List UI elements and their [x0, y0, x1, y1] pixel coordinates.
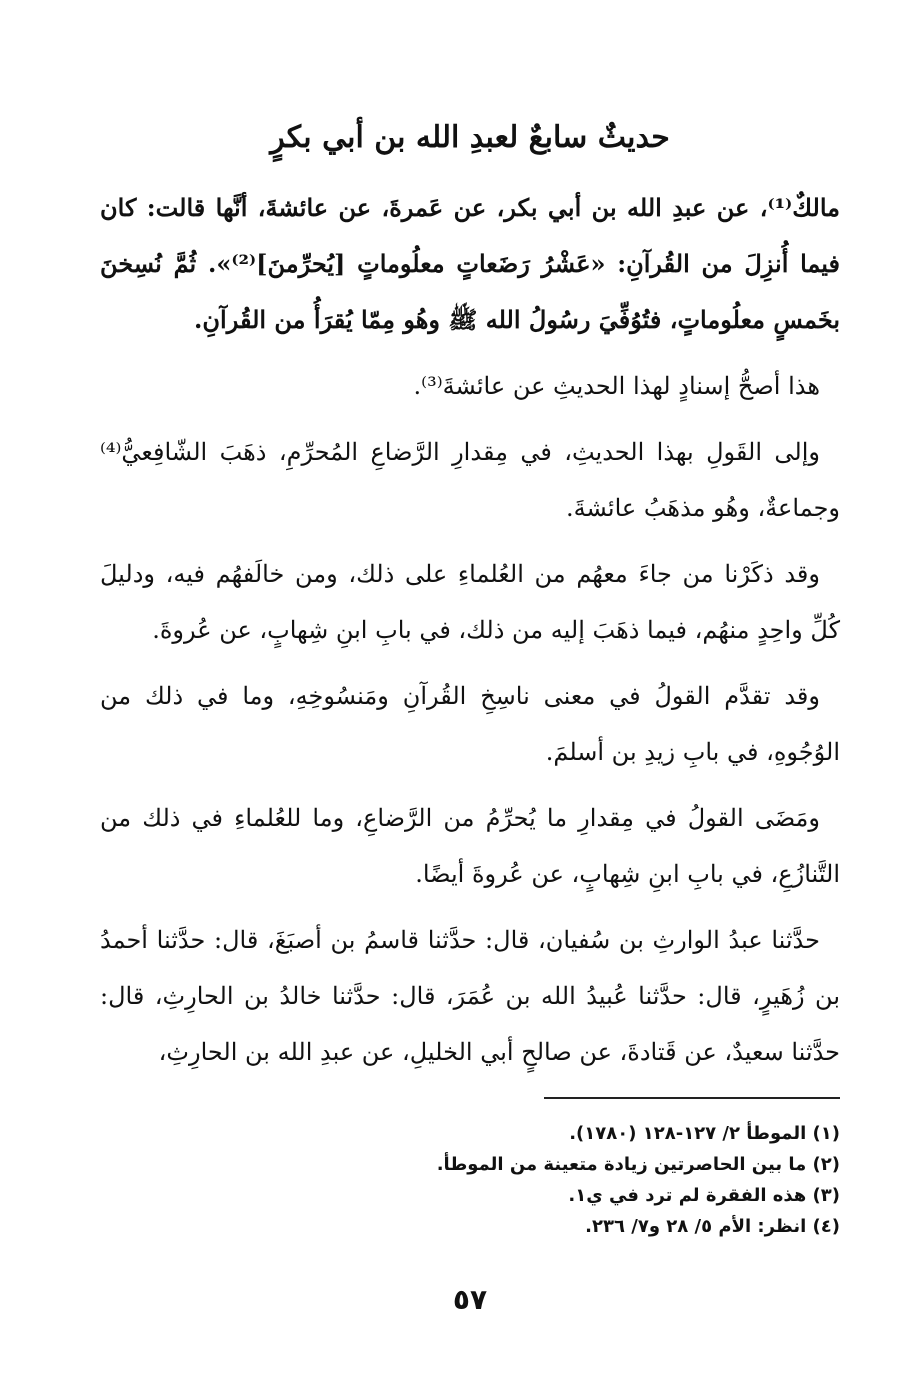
footnote-item: (١) الموطأ ٢/ ١٢٧-١٢٨ (١٧٨٠).: [569, 1123, 840, 1144]
paragraph-abrogation: وقد تقدَّم القولُ في معنى ناسِخِ القُرآنِ ومَنسُوخِهِ، وما في ذلك من الوُجُوهِ، في بابِ زيدِ بن أسلمَ.: [100, 682, 840, 766]
paragraph-nursing-amount: ومَضَى القولُ في مِقدارِ ما يُحرِّمُ من الرَّضاعِ، وما للعُلماءِ في ذلك من التَّنازُعِ، في بابِ ابنِ شِهابٍ، عن عُروةَ أيضًا.: [100, 804, 840, 888]
page-title: حديثٌ سابعٌ لعبدِ الله بن أبي بكرٍ: [270, 120, 670, 156]
footnote-item: (٣) هذه الفقرة لم ترد في ي١.: [568, 1185, 840, 1206]
paragraph-chain-of-narration: حدَّثنا عبدُ الوارثِ بن سُفيان، قال: حدَّثنا قاسمُ بن أصبَغَ، قال: حدَّثنا أحمدُ بن زُهَيرٍ، قال: حدَّثنا عُبيدُ الله بن عُمَرَ، قال: حدَّثنا خالدُ بن الحارِثِ، قال: حدَّثنا سعيدٌ، عن قَتادةَ، عن صالحٍ أبي الخليلِ، عن عبدِ الله بن الحارِثِ،: [100, 926, 840, 1066]
page-number: ٥٧: [452, 1283, 488, 1316]
paragraph-scholars-mentioned: وقد ذكَرْنا من جاءَ معهُم من العُلماءِ على ذلك، ومن خالَفهُم فيه، ودليلَ كُلِّ واحِدٍ منهُم، فيما ذهَبَ إليه من ذلك، في بابِ ابنِ شِهابٍ، عن عُروةَ.: [100, 560, 840, 644]
footnote-item: (٢) ما بين الحاصرتين زيادة متعينة من الموطأ.: [436, 1154, 840, 1175]
main-text: [100, 180, 840, 1080]
footnote-item: (٤) انظر: الأم ٥/ ٢٨ و٧/ ٢٣٦.: [585, 1216, 840, 1237]
footnote-divider: [544, 1097, 840, 1099]
paragraph-hadith-text: مالكٌ⁽¹⁾، عن عبدِ الله بن أبي بكر، عن عَمرةَ، عن عائشةَ، أنَّها قالت: كان فيما أُنزِلَ من القُرآنِ: «عَشْرُ رَضَعاتٍ معلُوماتٍ [يُحرِّمنَ]⁽²⁾». ثُمَّ نُسِخنَ بخَمسٍ معلُوماتٍ، فتُوُفِّيَ رسُولُ الله ﷺ وهُو مِمّا يُقرَأُ من القُرآنِ.: [100, 193, 841, 334]
footnotes-list: [100, 1118, 840, 1242]
paragraph-shafii-opinion: وإلى القَولِ بهذا الحديثِ، في مِقدارِ الرَّضاعِ المُحرِّمِ، ذهَبَ الشّافِعيُّ⁽⁴⁾ وجماعةٌ، وهُو مذهَبُ عائشةَ.: [100, 438, 840, 522]
paragraph-isnad-note: هذا أصحُّ إسنادٍ لهذا الحديثِ عن عائشةَ⁽³⁾.: [413, 372, 820, 400]
document-page: [100, 0, 840, 1373]
